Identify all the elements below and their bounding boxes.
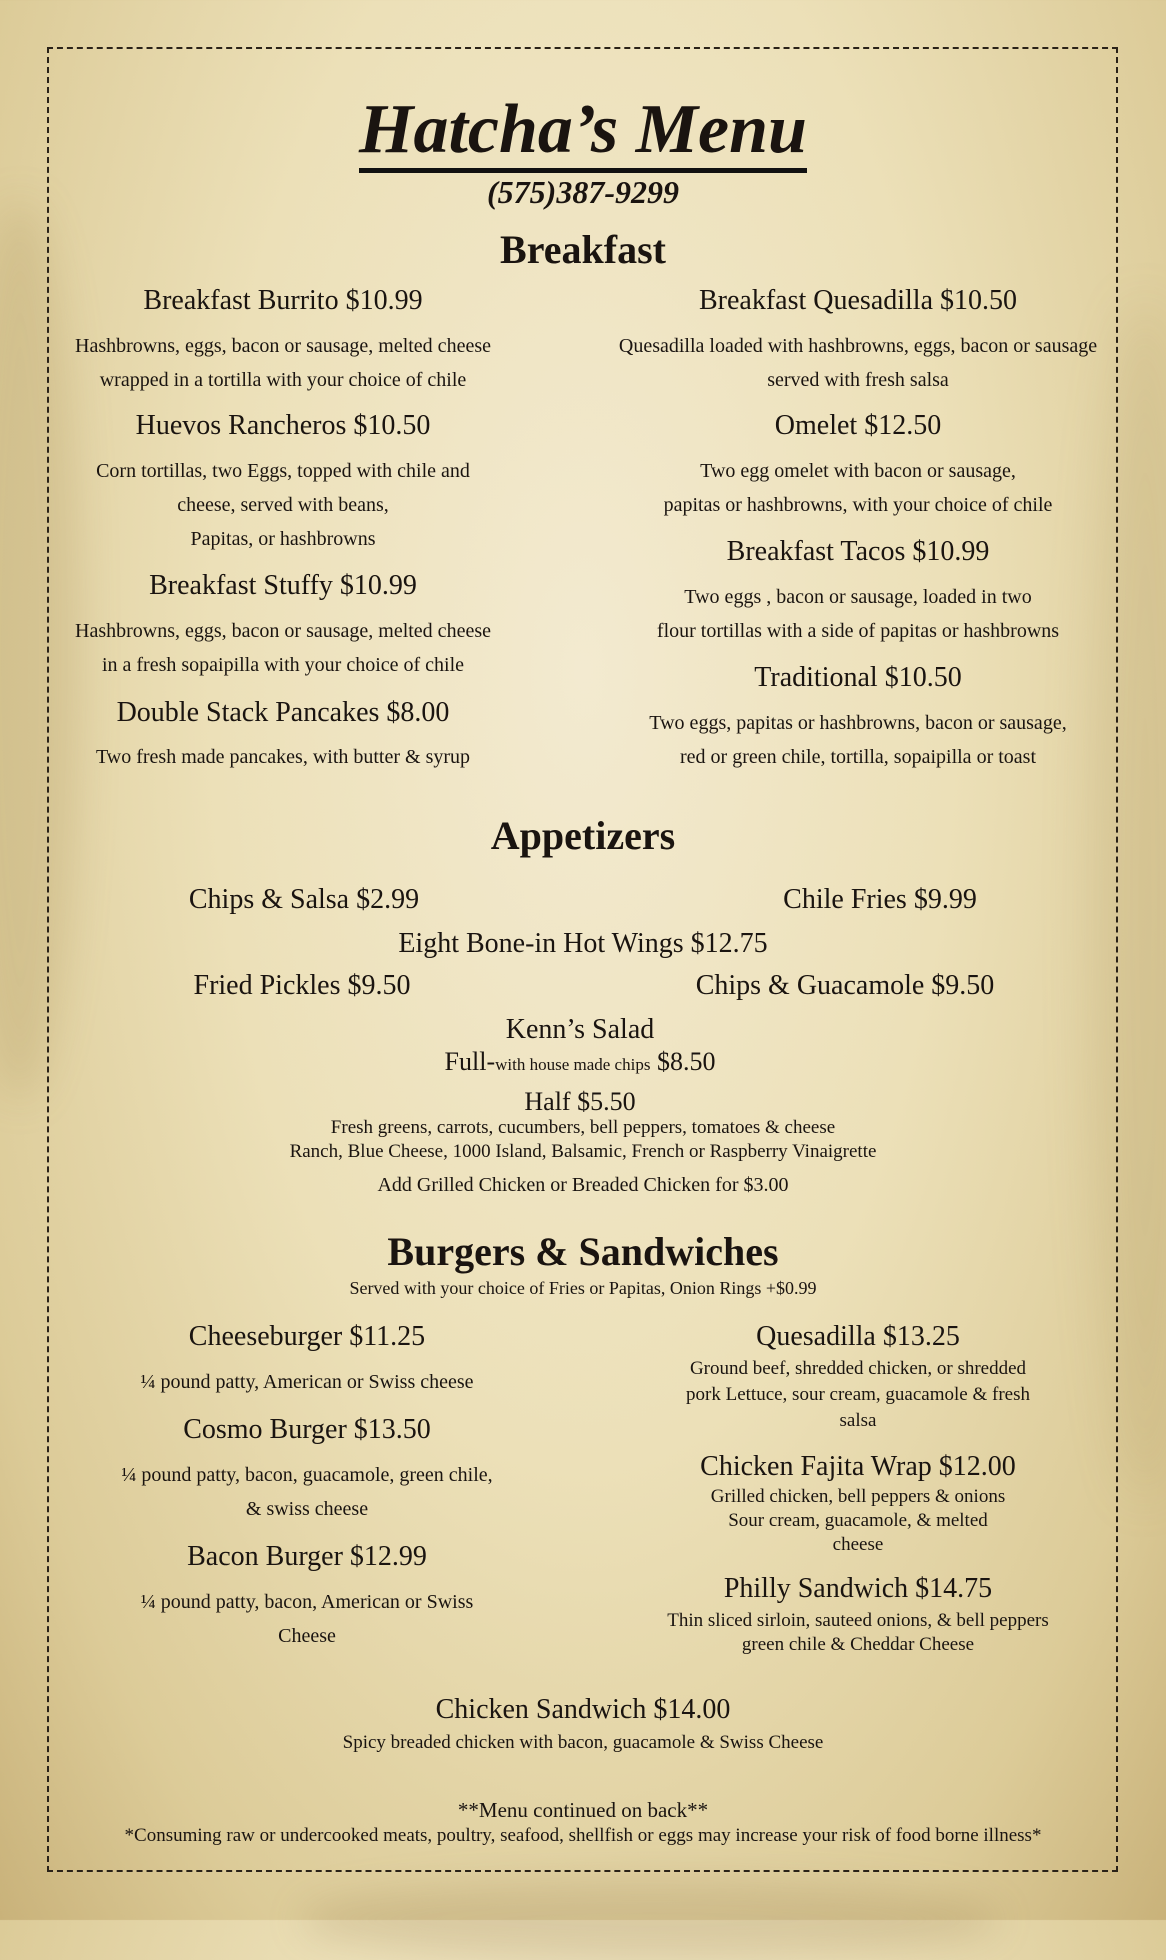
kenns-salad-desc: Fresh greens, carrots, cucumbers, bell peppers, tomatoes & cheese: [330, 1117, 836, 1138]
chips-guacamole-item: Chips & Guacamole $9.50: [695, 970, 995, 1001]
chicken-sandwich-desc: Spicy breaded chicken with bacon, guacamole & Swiss Cheese: [342, 1732, 824, 1753]
breakfast-stuffy-desc: in a fresh sopaipilla with your choice of chile: [101, 654, 465, 676]
quesadilla-name: Quesadilla $13.25: [756, 1321, 960, 1352]
food-safety-warning: *Consuming raw or undercooked meats, poultry, seafood, shellfish or eggs may increase your risk of food borne illness*: [124, 1825, 1042, 1846]
omelet-name: Omelet $12.50: [774, 410, 942, 441]
huevos-rancheros-desc: Corn tortillas, two Eggs, topped with chile and: [96, 460, 470, 482]
breakfast-tacos-desc: flour tortillas with a side of papitas or hashbrowns: [656, 620, 1060, 642]
cheeseburger-name: Cheeseburger $11.25: [188, 1321, 426, 1352]
breakfast-stuffy-desc: Hashbrowns, eggs, bacon or sausage, melted cheese: [75, 620, 491, 642]
philly-sandwich-name: Philly Sandwich $14.75: [723, 1573, 993, 1604]
breakfast-burrito-desc: Hashbrowns, eggs, bacon or sausage, melted cheese: [75, 335, 491, 357]
cosmo-burger-desc: ¼ pound patty, bacon, guacamole, green chile,: [121, 1464, 493, 1486]
philly-sandwich-desc: Thin sliced sirloin, sauteed onions, & bell peppers: [667, 1610, 1049, 1631]
quesadilla-desc: salsa: [839, 1410, 877, 1431]
quesadilla-desc: Ground beef, shredded chicken, or shredded: [689, 1358, 1027, 1379]
cosmo-burger-desc: & swiss cheese: [245, 1498, 369, 1520]
kenns-salad-dressings: Ranch, Blue Cheese, 1000 Island, Balsamic, French or Raspberry Vinaigrette: [289, 1141, 877, 1162]
philly-sandwich-desc: green chile & Cheddar Cheese: [741, 1634, 975, 1655]
huevos-rancheros-desc: Papitas, or hashbrowns: [190, 528, 376, 550]
huevos-rancheros-desc: cheese, served with beans,: [177, 494, 389, 516]
kenns-salad-name: Kenn’s Salad: [505, 1014, 655, 1045]
huevos-rancheros-name: Huevos Rancheros $10.50: [135, 410, 431, 441]
phone-number: (575)387-9299: [487, 174, 679, 210]
breakfast-burrito-name: Breakfast Burrito $10.99: [143, 285, 423, 316]
burgers-heading: Burgers & Sandwiches: [387, 1229, 779, 1274]
cosmo-burger-name: Cosmo Burger $13.50: [183, 1414, 431, 1445]
pancakes-name: Double Stack Pancakes $8.00: [116, 697, 450, 728]
bacon-burger-name: Bacon Burger $12.99: [187, 1541, 427, 1572]
breakfast-stuffy-name: Breakfast Stuffy $10.99: [149, 570, 417, 601]
traditional-desc: Two eggs, papitas or hashbrowns, bacon or sausage,: [649, 712, 1067, 734]
burgers-subheading: Served with your choice of Fries or Papitas, Onion Rings +$0.99: [349, 1278, 817, 1298]
pancakes-desc: Two fresh made pancakes, with butter & syrup: [95, 746, 471, 768]
fajita-wrap-desc: Sour cream, guacamole, & melted: [728, 1510, 988, 1531]
kenns-salad-half: Half $5.50: [524, 1087, 636, 1116]
cheeseburger-desc: ¼ pound patty, American or Swiss cheese: [140, 1371, 474, 1393]
chips-salsa-item: Chips & Salsa $2.99: [188, 884, 420, 915]
fajita-wrap-name: Chicken Fajita Wrap $12.00: [700, 1451, 1016, 1482]
breakfast-quesadilla-desc: served with fresh salsa: [767, 369, 949, 391]
menu-continued-note: **Menu continued on back**: [457, 1798, 709, 1822]
breakfast-quesadilla-name: Breakfast Quesadilla $10.50: [698, 285, 1018, 316]
chile-fries-item: Chile Fries $9.99: [783, 884, 977, 915]
fajita-wrap-desc: Grilled chicken, bell peppers & onions: [710, 1486, 1006, 1507]
fajita-wrap-desc: cheese: [832, 1534, 884, 1555]
parchment-stain: [300, 1880, 1000, 1960]
traditional-desc: red or green chile, tortilla, sopaipilla or toast: [680, 746, 1036, 768]
bacon-burger-desc: Cheese: [278, 1625, 336, 1647]
appetizers-heading: Appetizers: [490, 813, 676, 858]
breakfast-tacos-desc: Two eggs , bacon or sausage, loaded in two: [684, 586, 1032, 608]
omelet-desc: papitas or hashbrowns, with your choice of chile: [663, 494, 1053, 516]
hot-wings-item: Eight Bone-in Hot Wings $12.75: [398, 928, 768, 959]
kenns-salad-addon: Add Grilled Chicken or Breaded Chicken for $3.00: [377, 1174, 789, 1196]
breakfast-burrito-desc: wrapped in a tortilla with your choice of chile: [99, 369, 467, 391]
kenns-salad-full: Full-with house made chips $8.50: [444, 1047, 716, 1076]
breakfast-heading: Breakfast: [500, 227, 666, 272]
menu-title: Hatcha’s Menu: [0, 90, 1166, 170]
quesadilla-desc: pork Lettuce, sour cream, guacamole & fresh: [686, 1384, 1030, 1405]
bacon-burger-desc: ¼ pound patty, bacon, American or Swiss: [140, 1591, 474, 1613]
breakfast-quesadilla-desc: Quesadilla loaded with hashbrowns, eggs, bacon or sausage: [618, 335, 1098, 357]
breakfast-tacos-name: Breakfast Tacos $10.99: [726, 536, 990, 567]
fried-pickles-item: Fried Pickles $9.50: [193, 970, 411, 1001]
omelet-desc: Two egg omelet with bacon or sausage,: [700, 460, 1016, 482]
chicken-sandwich-name: Chicken Sandwich $14.00: [435, 1694, 731, 1725]
traditional-name: Traditional $10.50: [754, 662, 962, 693]
